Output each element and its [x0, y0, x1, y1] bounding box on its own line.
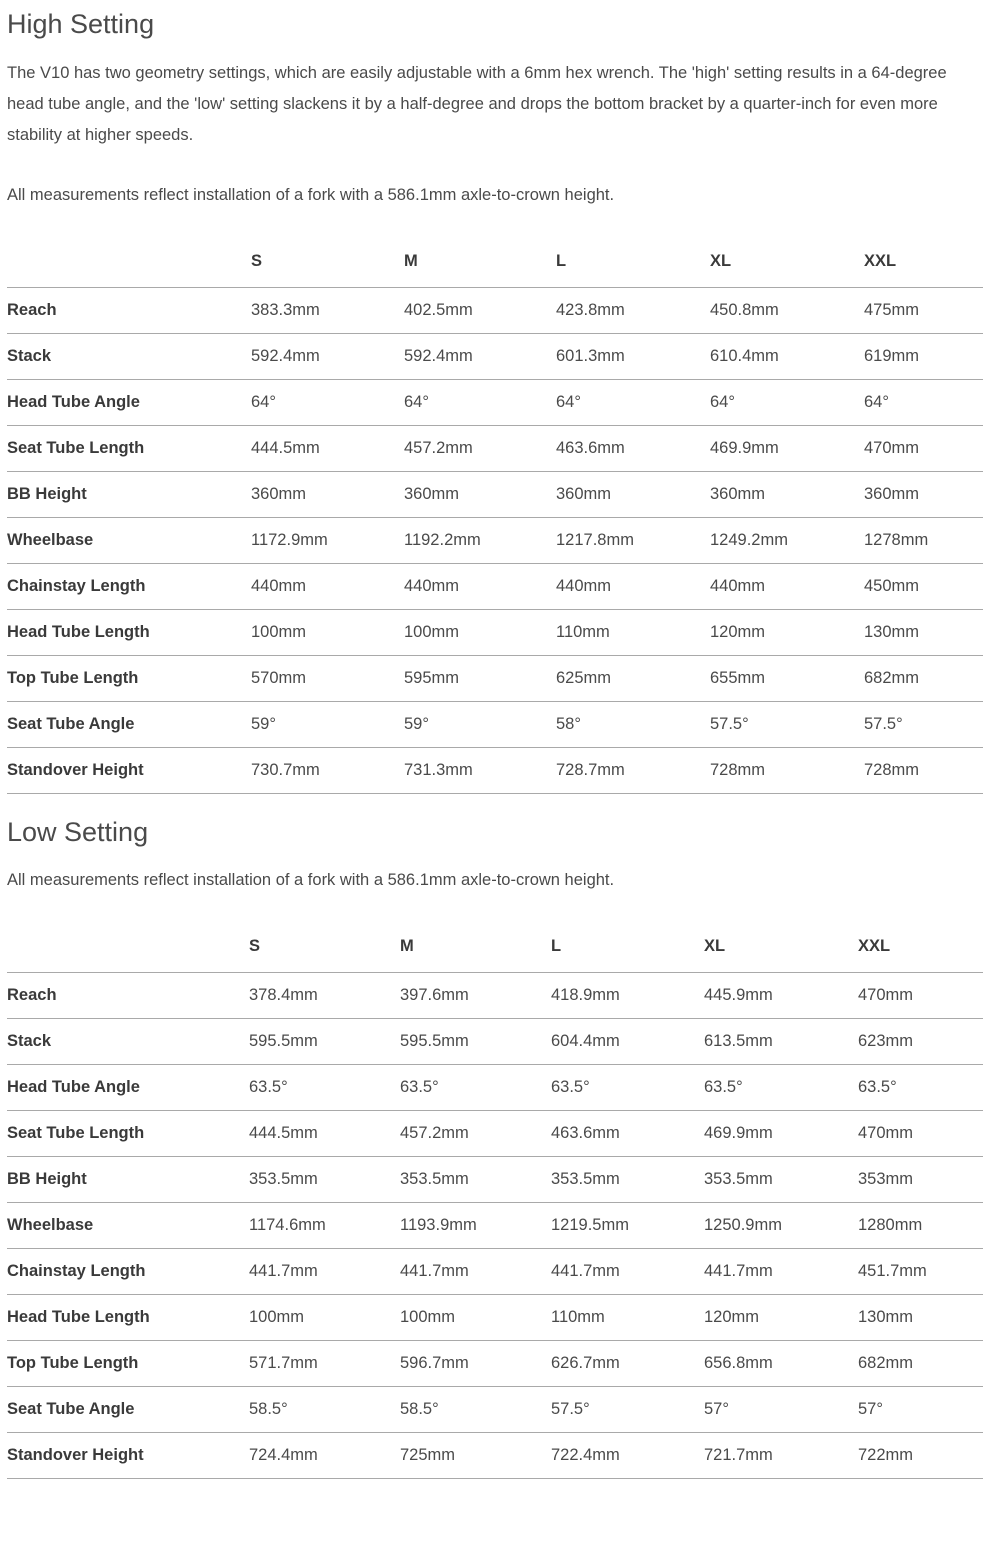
size-header: XL [704, 920, 858, 973]
table-cell: 58.5° [249, 1387, 400, 1433]
row-label: Wheelbase [7, 1203, 249, 1249]
row-label: Chainstay Length [7, 564, 251, 610]
table-cell: 463.6mm [551, 1111, 704, 1157]
table-cell: 596.7mm [400, 1341, 551, 1387]
table-cell: 445.9mm [704, 973, 858, 1019]
table-cell: 613.5mm [704, 1019, 858, 1065]
table-cell: 110mm [556, 610, 710, 656]
table-cell: 595.5mm [249, 1019, 400, 1065]
table-row [7, 518, 983, 564]
table-cell: 682mm [858, 1341, 983, 1387]
table-row [7, 1019, 983, 1065]
table-cell: 57.5° [551, 1387, 704, 1433]
table-row [7, 334, 983, 380]
table-cell: 360mm [864, 472, 983, 518]
table-cell: 457.2mm [404, 426, 556, 472]
table-cell: 601.3mm [556, 334, 710, 380]
table-cell: 1249.2mm [710, 518, 864, 564]
table-cell: 656.8mm [704, 1341, 858, 1387]
row-label: Stack [7, 334, 251, 380]
table-cell: 383.3mm [251, 288, 404, 334]
table-cell: 57° [858, 1387, 983, 1433]
size-header: L [556, 235, 710, 288]
table-cell: 592.4mm [404, 334, 556, 380]
table-cell: 440mm [404, 564, 556, 610]
size-header: XXL [858, 920, 983, 973]
table-cell: 1172.9mm [251, 518, 404, 564]
table-cell: 63.5° [249, 1065, 400, 1111]
row-label: Reach [7, 288, 251, 334]
table-cell: 353mm [858, 1157, 983, 1203]
table-cell: 100mm [400, 1295, 551, 1341]
row-label: Seat Tube Angle [7, 702, 251, 748]
row-label: Standover Height [7, 1433, 249, 1479]
table-cell: 120mm [710, 610, 864, 656]
table-row [7, 1249, 983, 1295]
table-cell: 100mm [404, 610, 556, 656]
table-cell: 64° [404, 380, 556, 426]
table-cell: 682mm [864, 656, 983, 702]
table-cell: 610.4mm [710, 334, 864, 380]
table-cell: 353.5mm [249, 1157, 400, 1203]
table-cell: 444.5mm [249, 1111, 400, 1157]
row-label: Wheelbase [7, 518, 251, 564]
row-label: Head Tube Angle [7, 1065, 249, 1111]
table-row [7, 973, 983, 1019]
table-row [7, 380, 983, 426]
table-cell: 64° [710, 380, 864, 426]
table-cell: 353.5mm [400, 1157, 551, 1203]
table-row [7, 1341, 983, 1387]
row-label: Standover Height [7, 748, 251, 794]
high-setting-intro: The V10 has two geometry settings, which are easily adjustable with a 6mm hex wrench. The 'high' setting results in a 64-degree head tube angle, and the 'low' setting slackens it by a half-degree and drops the bottom bracket by a quarter-inch for even more stability at higher speeds. [7, 64, 947, 144]
table-cell: 353.5mm [704, 1157, 858, 1203]
table-cell: 130mm [858, 1295, 983, 1341]
table-cell: 423.8mm [556, 288, 710, 334]
table-cell: 1174.6mm [249, 1203, 400, 1249]
row-label: Head Tube Length [7, 610, 251, 656]
high-setting-table [7, 235, 983, 794]
table-row [7, 656, 983, 702]
table-header-row [7, 920, 983, 973]
table-cell: 1217.8mm [556, 518, 710, 564]
table-cell: 1193.9mm [400, 1203, 551, 1249]
table-cell: 463.6mm [556, 426, 710, 472]
low-setting-note: All measurements reflect installation of a fork with a 586.1mm axle-to-crown height. [7, 871, 615, 889]
table-cell: 402.5mm [404, 288, 556, 334]
row-label: Stack [7, 1019, 249, 1065]
table-cell: 470mm [858, 1111, 983, 1157]
table-cell: 571.7mm [249, 1341, 400, 1387]
table-cell: 570mm [251, 656, 404, 702]
high-setting-note: All measurements reflect installation of a fork with a 586.1mm axle-to-crown height. [7, 186, 615, 204]
table-cell: 378.4mm [249, 973, 400, 1019]
size-header: M [404, 235, 556, 288]
table-cell: 58° [556, 702, 710, 748]
table-cell: 360mm [710, 472, 864, 518]
table-cell: 475mm [864, 288, 983, 334]
table-cell: 59° [251, 702, 404, 748]
table-cell: 64° [251, 380, 404, 426]
header-blank-cell [7, 920, 249, 973]
table-cell: 1278mm [864, 518, 983, 564]
table-cell: 469.9mm [710, 426, 864, 472]
table-cell: 470mm [864, 426, 983, 472]
table-cell: 59° [404, 702, 556, 748]
table-cell: 58.5° [400, 1387, 551, 1433]
table-cell: 724.4mm [249, 1433, 400, 1479]
table-cell: 728mm [864, 748, 983, 794]
table-cell: 110mm [551, 1295, 704, 1341]
row-label: Chainstay Length [7, 1249, 249, 1295]
table-cell: 722mm [858, 1433, 983, 1479]
row-label: BB Height [7, 472, 251, 518]
table-row [7, 288, 983, 334]
row-label: Head Tube Angle [7, 380, 251, 426]
size-header: M [400, 920, 551, 973]
header-blank-cell [7, 235, 251, 288]
table-cell: 450.8mm [710, 288, 864, 334]
size-header: XL [710, 235, 864, 288]
table-cell: 604.4mm [551, 1019, 704, 1065]
table-cell: 441.7mm [704, 1249, 858, 1295]
table-cell: 730.7mm [251, 748, 404, 794]
table-cell: 120mm [704, 1295, 858, 1341]
table-row [7, 748, 983, 794]
table-cell: 722.4mm [551, 1433, 704, 1479]
table-cell: 1219.5mm [551, 1203, 704, 1249]
table-cell: 655mm [710, 656, 864, 702]
table-row [7, 1295, 983, 1341]
row-label: Seat Tube Length [7, 426, 251, 472]
table-row [7, 610, 983, 656]
table-row [7, 1157, 983, 1203]
row-label: Seat Tube Angle [7, 1387, 249, 1433]
table-cell: 441.7mm [249, 1249, 400, 1295]
table-cell: 625mm [556, 656, 710, 702]
table-cell: 418.9mm [551, 973, 704, 1019]
low-setting-table [7, 920, 983, 1479]
size-header: S [251, 235, 404, 288]
table-cell: 626.7mm [551, 1341, 704, 1387]
row-label: Reach [7, 973, 249, 1019]
table-cell: 1280mm [858, 1203, 983, 1249]
table-cell: 360mm [404, 472, 556, 518]
table-cell: 728mm [710, 748, 864, 794]
table-row [7, 1387, 983, 1433]
table-cell: 397.6mm [400, 973, 551, 1019]
table-cell: 63.5° [400, 1065, 551, 1111]
table-row [7, 702, 983, 748]
table-cell: 595mm [404, 656, 556, 702]
table-cell: 721.7mm [704, 1433, 858, 1479]
table-row [7, 1065, 983, 1111]
table-cell: 592.4mm [251, 334, 404, 380]
row-label: Top Tube Length [7, 656, 251, 702]
table-cell: 623mm [858, 1019, 983, 1065]
table-cell: 360mm [251, 472, 404, 518]
row-label: Seat Tube Length [7, 1111, 249, 1157]
row-label: BB Height [7, 1157, 249, 1203]
table-cell: 130mm [864, 610, 983, 656]
table-cell: 1250.9mm [704, 1203, 858, 1249]
table-cell: 441.7mm [551, 1249, 704, 1295]
row-label: Head Tube Length [7, 1295, 249, 1341]
table-row [7, 1203, 983, 1249]
table-row [7, 472, 983, 518]
table-cell: 728.7mm [556, 748, 710, 794]
table-cell: 451.7mm [858, 1249, 983, 1295]
table-cell: 440mm [556, 564, 710, 610]
table-cell: 63.5° [858, 1065, 983, 1111]
table-cell: 100mm [251, 610, 404, 656]
table-row [7, 426, 983, 472]
table-cell: 63.5° [551, 1065, 704, 1111]
table-cell: 1192.2mm [404, 518, 556, 564]
row-label: Top Tube Length [7, 1341, 249, 1387]
table-cell: 725mm [400, 1433, 551, 1479]
table-row [7, 1111, 983, 1157]
table-cell: 63.5° [704, 1065, 858, 1111]
table-cell: 440mm [251, 564, 404, 610]
table-cell: 360mm [556, 472, 710, 518]
table-cell: 731.3mm [404, 748, 556, 794]
table-cell: 470mm [858, 973, 983, 1019]
table-cell: 353.5mm [551, 1157, 704, 1203]
table-cell: 619mm [864, 334, 983, 380]
table-cell: 444.5mm [251, 426, 404, 472]
table-cell: 457.2mm [400, 1111, 551, 1157]
table-header-row [7, 235, 983, 288]
table-cell: 100mm [249, 1295, 400, 1341]
table-row [7, 564, 983, 610]
table-row [7, 1433, 983, 1479]
size-header: XXL [864, 235, 983, 288]
table-cell: 57.5° [864, 702, 983, 748]
table-cell: 595.5mm [400, 1019, 551, 1065]
table-cell: 64° [864, 380, 983, 426]
size-header: S [249, 920, 400, 973]
table-cell: 57.5° [710, 702, 864, 748]
low-setting-title: Low Setting [7, 817, 149, 847]
table-cell: 469.9mm [704, 1111, 858, 1157]
table-cell: 57° [704, 1387, 858, 1433]
table-cell: 440mm [710, 564, 864, 610]
table-cell: 450mm [864, 564, 983, 610]
table-cell: 441.7mm [400, 1249, 551, 1295]
table-cell: 64° [556, 380, 710, 426]
size-header: L [551, 920, 704, 973]
high-setting-title: High Setting [7, 9, 155, 39]
